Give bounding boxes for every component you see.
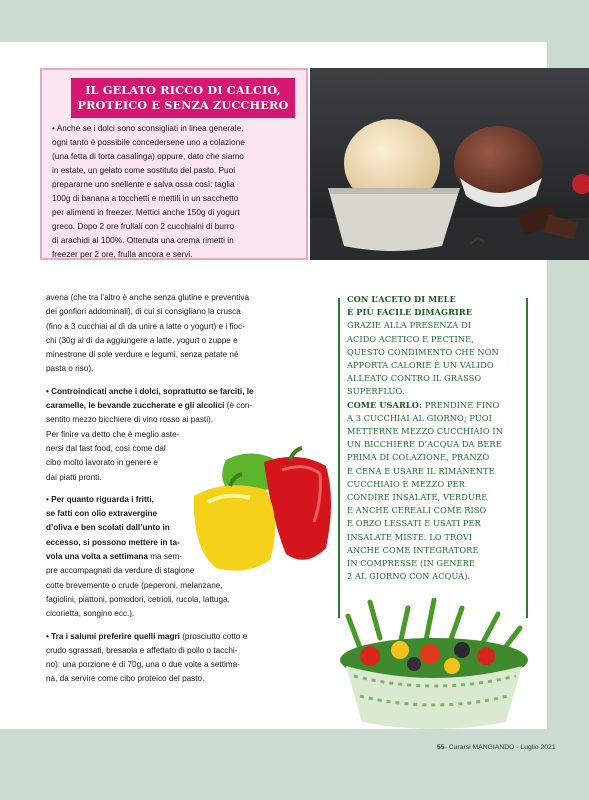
text-line: cibo molto lavorato in genere e [46,458,158,468]
footer-text: - Curarsi MANGIANDO - Luglio 2021 [444,744,556,751]
text-line: na, da servire come cibo proteico del pasto. [46,674,205,684]
plain-text: (è con- [224,401,253,411]
sidebar-line: E ANCHE CEREALI COME RISO [347,505,487,516]
sidebar-line: CONDIRE INSALATE, VERDURE [347,492,488,503]
text-line: cotte brevemente o crude (peperoni, melanzane, [46,580,223,590]
text-line: • Controindicati anche i dolci, soprattutto se farciti, le [46,386,254,396]
text-line: • Anche se i dolci sono sconsigliati in linea generale, [52,123,244,133]
text-line: ogni tanto è possibile concedersene uno a colazione [52,137,245,147]
text-line: prepararne uno snellente e salva ossa così: taglia [52,179,235,189]
page-footer [437,744,577,751]
sidebar-line: INSALATE MISTE. LO TROVI [347,531,473,542]
bold-text: COME USARLO: [347,399,423,410]
text-line [46,399,286,413]
sidebar-line [347,399,523,412]
text-line: crudo sgrassati, bresaola e affettato di pollo o tacchi- [46,645,238,655]
text-line: no): una porzione è di 70g, una o due volte a settima- [46,660,240,670]
sidebar-line: ACIDO ACETICO E PECTINE, [347,333,474,344]
text-line: pasta o riso). [46,364,94,374]
bold-text: vola una volta a settimana [46,552,148,562]
sidebar-line: CUCCHIAIO E MEZZO PER [347,478,465,489]
text-line: minestrone di sole verdure e legumi, senza patate né [46,350,239,360]
paragraph-cold-cuts [46,630,286,687]
text-line: greco. Dopo 2 ore frullali con 2 cucchiaini di burro [52,221,235,231]
ice-cream-photo [310,68,589,260]
sidebar-line: QUESTO CONDIMENTO CHE NON [347,346,499,357]
sidebar-line: ALLEATO CONTRO IL GRASSO [347,373,482,384]
text-line: eccesso, si possono mettere in ta- [46,537,180,547]
plain-text: (prosciutto cotto e [179,631,248,641]
salad-bowl-image [330,598,538,730]
text-line: Per finire va detto che è meglio aste- [46,429,180,439]
sidebar-line: PRIMA DI COLAZIONE, PRANZO [347,452,490,463]
sidebar-line: E CENA E USARE IL RIMANENTE [347,465,495,476]
text-line: cicorietta, songino ecc.). [46,609,135,619]
sidebar-line: APPORTA CALORIE È UN VALIDO [347,360,494,371]
text-line: fagiolini, piattoni, pomodori, cetrioli, rucola, lattuga, [46,594,230,604]
text-line: (fino a 3 cucchiai al dì da unire a latte o yogurt) e i fioc- [46,321,245,331]
text-line: pre accompagnati da verdure di stagione [46,566,195,576]
bold-text: caramelle, le bevande zuccherate e gli alcolici [46,401,225,411]
text-line: (una fetta di torta casalinga) oppure, dato che siamo [52,151,244,161]
ice-cream-text [52,121,304,261]
sidebar-line: E ORZO LESSATI E USATI PER [347,518,481,529]
text-line: nersi dal fast food, così come dal [46,443,166,453]
sidebar-line: ANCHE COME INTEGRATORE [347,544,479,555]
plain-text: ma sem- [147,552,183,562]
title-line-2: PROTEICO E SENZA ZUCCHERO [77,98,289,112]
text-line: freezer per 2 ore, frulla ancora e servi. [52,249,193,259]
bold-text: • Tra i salumi preferire quelli magri [46,631,180,641]
text-line: 100g di banana a tocchetti e mettili in un sacchetto [52,193,239,203]
text-line [46,630,286,644]
text-line: di arachidi al 100%. Ottenuta una crema rimetti in [52,235,234,245]
sidebar-line: SUPERFLUO. [347,386,405,397]
sidebar-line: METTERNE MEZZO CUCCHIAIO IN [347,426,503,437]
vinegar-text [347,293,523,583]
sidebar-line: IN COMPRESSE (IN GENERE [347,558,475,569]
paragraph-oats [46,291,286,377]
text-line: sentito mezzo bicchiere di vino rosso ai pasti). [46,415,214,425]
sidebar-left-rule [338,298,340,618]
text-line: se fatti con olio extravergine [46,509,158,519]
ice-cream-title [71,78,295,118]
text-line: dei gonfiori addominali), di cui si consigliano la crusca [46,307,241,317]
sidebar-heading: CON L’ACETO DI MELE [347,294,456,304]
text-line: d’oliva e ben scolati dall’unto in [46,523,170,533]
sidebar-line: GRAZIE ALLA PRESENZA DI [347,320,472,331]
text-line: avena (che tra l’altro è anche senza glutine e preventiva [46,293,249,302]
text-line: dai piatti pronti. [46,472,102,482]
sidebar-right-rule [526,298,528,618]
text-line: chi (30g al dì da aggiungere a latte, yogurt o zuppe e [46,335,238,345]
text-line: • Per quanto riguarda i fritti, [46,494,154,504]
plain-text: PRENDINE FINO [422,399,500,410]
text-line: in estate, un gelato come sostituto del pasto. Puoi [52,165,236,175]
page-number: 55 [437,744,445,751]
sidebar-line: A 3 CUCCHIAI AL GIORNO; PUOI [347,412,492,423]
sidebar-line: 2 AL GIORNO CON ACQUA). [347,571,471,582]
title-line-1: IL GELATO RICCO DI CALCIO, [85,83,281,97]
sidebar-line: UN BICCHIERE D’ACQUA DA BERE [347,439,502,450]
sidebar-heading: È PIÙ FACILE DIMAGRIRE [347,307,473,318]
peppers-image [186,430,334,580]
text-line: per alimenti in freezer. Mettici anche 150g di yogurt [52,207,240,217]
